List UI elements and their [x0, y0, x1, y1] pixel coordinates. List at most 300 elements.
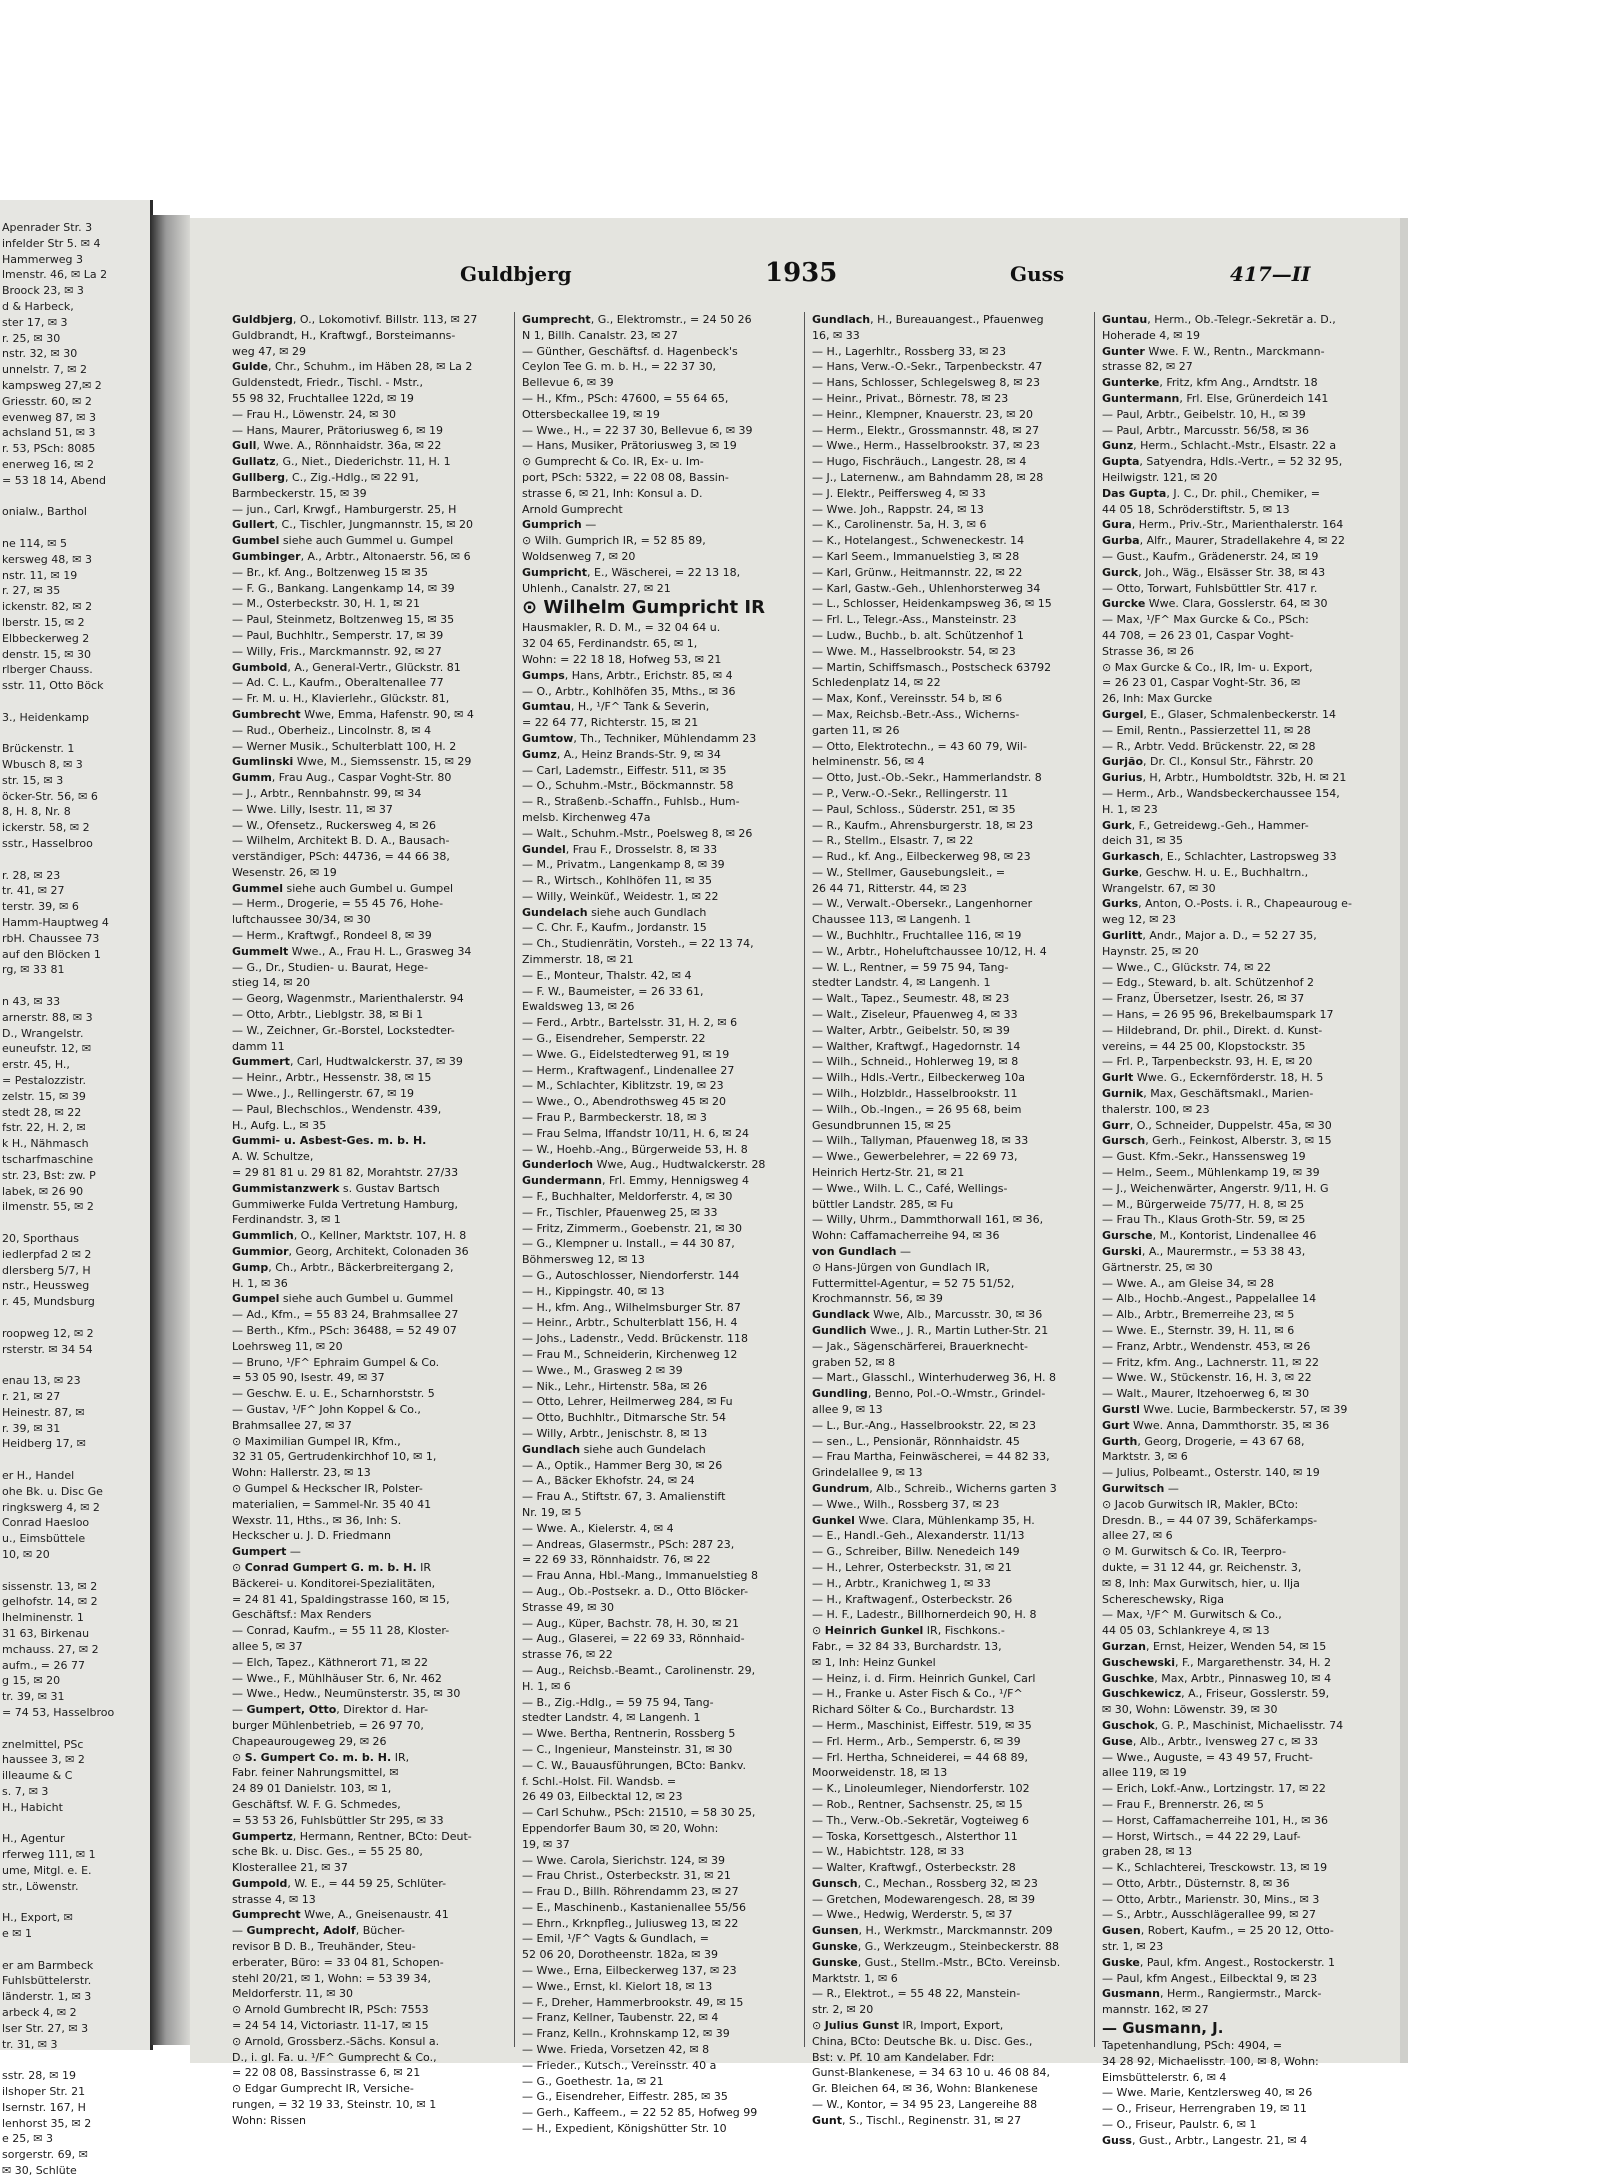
directory-entry-line: Bäckerei- u. Konditorei-Spezialitäten, — [232, 1576, 436, 1590]
entry-name: Gumbold — [232, 660, 288, 674]
book-gutter — [150, 215, 190, 2045]
entry-name: Gumbinger — [232, 549, 301, 563]
directory-entry-line: — Geschw. E. u. E., Scharnhorststr. 5 — [232, 1387, 435, 1401]
directory-entry-line: Gumbel siehe auch Gummel u. Gumpel — [232, 534, 454, 548]
directory-entry-line: — Frau A., Stiftstr. 67, 3. Amalienstift — [522, 1490, 726, 1504]
directory-entry-line: — Herm., Drogerie, = 55 45 76, Hohe- — [232, 897, 444, 911]
adjacent-page-line — [2, 1894, 146, 1910]
entry-name: Gurwitsch — [1102, 1481, 1165, 1495]
directory-entry-line: Gurth, Georg, Drogerie, = 43 67 68, — [1102, 1434, 1305, 1448]
entry-name: Gumpel — [232, 1292, 280, 1306]
directory-entry-line: allee 5, ✉ 37 — [232, 1639, 303, 1653]
directory-entry-line: 44 708, = 26 23 01, Caspar Voght- — [1102, 628, 1294, 642]
directory-entry-line: stieg 14, ✉ 20 — [232, 976, 311, 990]
directory-entry-line: ⊙ Arnold, Grossberz.-Sächs. Konsul a. — [232, 2034, 440, 2048]
directory-entry-line: — Aug., Küper, Bachstr. 78, H. 30, ✉ 21 — [522, 1616, 739, 1630]
page-header — [230, 258, 1380, 298]
directory-entry-line: — C. W., Bauausführungen, BCto: Bankv. — [522, 1758, 747, 1772]
directory-entry-line: — Wwe., F., Mühlhäuser Str. 6, Nr. 462 — [232, 1671, 442, 1685]
directory-entry-line: ⊙ Conrad Gumpert G. m. b. H. IR — [232, 1560, 432, 1574]
directory-entry-line: — Max, Konf., Vereinsstr. 54 b, ✉ 6 — [812, 692, 1003, 706]
adjacent-page-line: er H., Handel — [2, 1468, 75, 1482]
adjacent-page-line: Brückenstr. 1 — [2, 742, 75, 756]
entry-name: Gundling — [812, 1387, 868, 1401]
directory-entry-line: — Ehrn., Krknpfleg., Juliusweg 13, ✉ 22 — [522, 1916, 739, 1930]
directory-entry-line: Gurius, H, Arbtr., Humboldtstr. 32b, H. ✉ 21 — [1102, 771, 1347, 785]
directory-entry-line: allee 119, ✉ 19 — [1102, 1766, 1187, 1780]
directory-entry-line: Barmbeckerstr. 15, ✉ 39 — [232, 486, 367, 500]
directory-entry-line: — G., Dr., Studien- u. Baurat, Hege- — [232, 960, 429, 974]
directory-entry-line: Gumlinski Wwe, M., Siemssenstr. 15, ✉ 29 — [232, 755, 472, 769]
entry-name: Das Gupta — [1102, 486, 1167, 500]
entry-name: Gunske — [812, 1955, 858, 1969]
directory-entry-line: Gumz, A., Heinz Brands-Str. 9, ✉ 34 — [522, 747, 721, 761]
directory-entry-line: — Julius, Polbeamt., Osterstr. 140, ✉ 19 — [1102, 1466, 1320, 1480]
directory-entry-line: — Ch., Studienrätin, Vorsteh., = 22 13 74, — [522, 937, 754, 951]
entry-name: Gunt — [812, 2113, 842, 2127]
directory-entry-line: — Frl. Herm., Arb., Semperstr. 6, ✉ 39 — [812, 1734, 1021, 1748]
entry-name: Gurba — [1102, 534, 1140, 548]
directory-entry-line: Gurcke Wwe. Clara, Gosslerstr. 64, ✉ 30 — [1102, 597, 1328, 611]
entry-name: Gundlach — [522, 1442, 581, 1456]
directory-entry-line: — E., Handl.-Geh., Alexanderstr. 11/13 — [812, 1529, 1025, 1543]
directory-entry-line: Bst: v. Pf. 10 am Kandelaber. Fdr: — [812, 2050, 995, 2064]
directory-entry-line: — Paul, Arbtr., Geibelstr. 10, H., ✉ 39 — [1102, 407, 1306, 421]
entry-name: Gurck — [1102, 565, 1139, 579]
adjacent-page-line: e 25, ✉ 3 — [2, 2132, 53, 2146]
directory-entry-line: — Otto, Arbtr., Lieblgstr. 38, ✉ Bi 1 — [232, 1008, 424, 1022]
adjacent-page-line: denstr. 15, ✉ 30 — [2, 647, 91, 661]
adjacent-page-line: sstr. 11, Otto Böck — [2, 679, 104, 693]
directory-entry-line: — Karl, Gastw.-Geh., Uhlenhorsterweg 34 — [812, 581, 1041, 595]
entry-name: Guntau — [1102, 313, 1148, 326]
directory-entry-line: dukte, = 31 12 44, gr. Reichenstr. 3, — [1102, 1560, 1302, 1574]
directory-entry-line: Gumbinger, A., Arbtr., Altonaerstr. 56, ✉ 6 — [232, 549, 471, 563]
entry-name: Gummi- u. Asbest-Ges. m. b. H. — [232, 1134, 427, 1148]
directory-entry-line: = 29 81 81 u. 29 81 82, Morahtstr. 27/33 — [232, 1166, 459, 1180]
directory-entry-line: — Paul, Steinmetz, Boltzenweg 15, ✉ 35 — [232, 613, 455, 627]
directory-entry-line: — Wwe. Bertha, Rentnerin, Rossberg 5 — [522, 1727, 736, 1741]
directory-entry-line: Gumpel siehe auch Gumbel u. Gummel — [232, 1292, 454, 1306]
directory-entry-line: — Toska, Korsettgesch., Alsterthor 11 — [812, 1829, 1018, 1843]
directory-entry-line: = 22 08 08, Bassinstrasse 6, ✉ 21 — [232, 2066, 421, 2080]
directory-entry-line: — Willy, Fris., Marckmannstr. 92, ✉ 27 — [232, 644, 442, 658]
adjacent-page-line: rbH. Chaussee 73 — [2, 931, 100, 945]
directory-entry-line: — G., Schreiber, Billw. Nenedeich 149 — [812, 1545, 1020, 1559]
directory-entry-line: — Frl. Hertha, Schneiderei, = 44 68 89, — [812, 1750, 1029, 1764]
directory-entry-line: Gurlt Wwe. G., Eckernförderstr. 18, H. 5 — [1102, 1071, 1324, 1085]
adjacent-page-line: auf den Blöcken 1 — [2, 947, 101, 961]
directory-entry-line: — Wilh., Ob.-Ingen., = 26 95 68, beim — [812, 1102, 1022, 1116]
adjacent-page-line: länderstr. 1, ✉ 3 — [2, 1990, 92, 2004]
directory-entry-line: — H., Franke u. Aster Fisch & Co., ¹/F^ — [812, 1687, 1023, 1701]
directory-entry-line: 26, Inh: Max Gurcke — [1102, 692, 1213, 706]
directory-entry-line: — Heinr., Arbtr., Hessenstr. 38, ✉ 15 — [232, 1071, 432, 1085]
directory-entry-line: Böhmersweg 12, ✉ 13 — [522, 1253, 645, 1267]
directory-entry-line: — Rud., Oberheiz., Lincolnstr. 8, ✉ 4 — [232, 723, 432, 737]
entry-name: Gummert — [232, 1055, 290, 1069]
directory-entry-line: — Th., Verw.-Ob.-Sekretär, Vogteiweg 6 — [812, 1813, 1030, 1827]
entry-name: Gurgel — [1102, 707, 1144, 721]
entry-name: Gunz — [1102, 439, 1134, 453]
adjacent-page-line: fstr. 22, H. 2, ✉ — [2, 1121, 86, 1135]
directory-entry-line: Gurwitsch — — [1102, 1481, 1179, 1495]
directory-entry-line: — A., Optik., Hammer Berg 30, ✉ 26 — [522, 1458, 723, 1472]
directory-entry-line: Guse, Alb., Arbtr., Ivensweg 27 c, ✉ 33 — [1102, 1734, 1318, 1748]
entry-name: Gurlt — [1102, 1071, 1134, 1085]
directory-entry-line: Gullatz, G., Niet., Diederichstr. 11, H. 1 — [232, 455, 451, 469]
adjacent-page-line: tr. 39, ✉ 31 — [2, 1690, 65, 1704]
directory-entry-line: Nr. 19, ✉ 5 — [522, 1505, 582, 1519]
adjacent-page-line: str. 15, ✉ 3 — [2, 773, 64, 787]
adjacent-page-line: dlersberg 5/7, H — [2, 1263, 91, 1277]
directory-entry-line: — Edg., Steward, b. alt. Schützenhof 2 — [1102, 976, 1314, 990]
adjacent-page-line: = 74 53, Hasselbroo — [2, 1705, 115, 1719]
directory-entry-line: Gundrum, Alb., Schreib., Wicherns garten 3 — [812, 1481, 1057, 1495]
directory-entry-line: — Fr. M. u. H., Klavierlehr., Glückstr. 81, — [232, 692, 450, 706]
directory-entry-line: Eimsbüttelerstr. 6, ✉ 4 — [1102, 2070, 1227, 2084]
entry-name: Gurke — [1102, 865, 1139, 879]
directory-entry-line: — Frl. L., Telegr.-Ass., Mansteinstr. 23 — [812, 613, 1017, 627]
directory-entry-line: Strasse 36, ✉ 26 — [1102, 644, 1194, 658]
directory-entry-line: — jun., Carl, Krwgf., Hamburgerstr. 25, H — [232, 502, 457, 516]
directory-entry-line: ⊙ Wilhelm Gumpricht IR — [522, 597, 765, 619]
directory-entry-line: — H., Expedient, Königshütter Str. 10 — [522, 2122, 727, 2136]
adjacent-page-line — [2, 726, 146, 742]
directory-entry-line: strasse 76, ✉ 22 — [522, 1648, 613, 1662]
directory-entry-line: Grindelallee 9, ✉ 13 — [812, 1466, 923, 1480]
adjacent-page-line — [2, 1310, 146, 1326]
directory-entry-line: — Ludw., Buchb., b. alt. Schützenhof 1 — [812, 628, 1024, 642]
directory-entry-line: — C. Chr. F., Kaufm., Jordanstr. 15 — [522, 921, 707, 935]
directory-entry-line: — Hans, Schlosser, Schlegelsweg 8, ✉ 23 — [812, 376, 1041, 390]
directory-entry-line: thalerstr. 100, ✉ 23 — [1102, 1102, 1210, 1116]
directory-entry-line: — Wwe., Herm., Hasselbrookstr. 37, ✉ 23 — [812, 439, 1040, 453]
entry-name: Gura — [1102, 518, 1132, 532]
directory-entry-line: Gunsen, H., Werkmstr., Marckmannstr. 209 — [812, 1924, 1053, 1938]
directory-entry-line: Richard Sölter & Co., Burchardstr. 13 — [812, 1703, 1015, 1717]
directory-entry-line: — H., Kraftwagenf., Osterbeckstr. 26 — [812, 1592, 1013, 1606]
directory-entry-line: Gundelach siehe auch Gundlach — [522, 905, 707, 919]
adjacent-page-line: r. 53, PSch: 8085 — [2, 442, 96, 456]
directory-entry-line: — E., Maschinenb., Kastanienallee 55/56 — [522, 1900, 747, 1914]
adjacent-page-line: n 43, ✉ 33 — [2, 995, 61, 1009]
directory-entry-line: — Herm., Kraftwgf., Rondeel 8, ✉ 39 — [232, 929, 432, 943]
directory-entry-line: — Gumprecht, Adolf, Bücher- — [232, 1924, 405, 1938]
directory-entry-line: — Max, ¹/F^ Max Gurcke & Co., PSch: — [1102, 613, 1309, 627]
directory-entry-line: Gummlich, O., Kellner, Marktstr. 107, H. 8 — [232, 1229, 467, 1243]
directory-entry-line: Gunz, Herm., Schlacht.-Mstr., Elsastr. 22 a — [1102, 439, 1337, 453]
directory-entry-line: Hausmakler, R. D. M., = 32 04 64 u. — [522, 621, 721, 635]
entry-name: Gumprecht, Adolf — [246, 1924, 356, 1938]
directory-entry-line: Gura, Herm., Priv.-Str., Marienthalerstr. 164 — [1102, 518, 1344, 532]
adjacent-page-line: 3., Heidenkamp — [2, 710, 89, 724]
directory-entry-line: Gundlack Wwe, Alb., Marcusstr. 30, ✉ 36 — [812, 1308, 1043, 1322]
directory-entry-line: — G., Klempner u. Install., = 44 30 87, — [522, 1237, 735, 1251]
directory-entry-line: Gurski, A., Maurermstr., = 53 38 43, — [1102, 1245, 1306, 1259]
entry-name: Gunsen — [812, 1924, 859, 1938]
adjacent-page-line: enerweg 16, ✉ 2 — [2, 457, 94, 471]
directory-entry-line: — R., Stellm., Elsastr. 7, ✉ 22 — [812, 834, 974, 848]
directory-entry-line: Chaussee 113, ✉ Langenh. 1 — [812, 913, 972, 927]
entry-name: Guschke — [1102, 1671, 1155, 1685]
directory-entry-line: = 24 54 14, Victoriastr. 11-17, ✉ 15 — [232, 2019, 429, 2033]
directory-entry-line: — Wwe. G., Eidelstedterweg 91, ✉ 19 — [522, 1047, 730, 1061]
adjacent-page-line: aufm., = 26 77 — [2, 1658, 85, 1672]
directory-entry-line: strasse 6, ✉ 21, Inh: Konsul a. D. — [522, 486, 703, 500]
directory-entry-line: vereins, = 44 25 00, Klopstockstr. 35 — [1102, 1039, 1306, 1053]
directory-entry-line: — F., Buchhalter, Meldorferstr. 4, ✉ 30 — [522, 1190, 733, 1204]
adjacent-page-line: Heinestr. 87, ✉ — [2, 1405, 85, 1419]
adjacent-page-line: lenhorst 35, ✉ 2 — [2, 2116, 92, 2130]
entry-name: Gummlich — [232, 1229, 294, 1243]
directory-entry-line: Gump, Ch., Arbtr., Bäckerbreitergang 2, — [232, 1260, 454, 1274]
adjacent-page-line: tscharfmaschine — [2, 1153, 94, 1167]
adjacent-page-line: zelstr. 15, ✉ 39 — [2, 1089, 86, 1103]
header-year: 1935 — [765, 258, 838, 288]
directory-entry-line: Ewaldsweg 13, ✉ 26 — [522, 1000, 635, 1014]
directory-entry-line: — Walther, Kraftwgf., Hagedornstr. 14 — [812, 1039, 1021, 1053]
directory-entry-line: — Wwe., Hedw., Neumünsterstr. 35, ✉ 30 — [232, 1687, 461, 1701]
adjacent-page-line: ilshoper Str. 21 — [2, 2085, 86, 2099]
directory-entry-line: Dresdn. B., = 44 07 39, Schäferkamps- — [1102, 1513, 1318, 1527]
directory-entry-line: Gurjão, Dr. Cl., Konsul Str., Fährstr. 20 — [1102, 755, 1314, 769]
directory-entry-line: Gusmann, Herm., Rangiermstr., Marck- — [1102, 1987, 1322, 2001]
directory-entry-line: — Walter, Arbtr., Geibelstr. 50, ✉ 39 — [812, 1023, 1010, 1037]
directory-entry-line: Guntau, Herm., Ob.-Telegr.-Sekretär a. D., — [1102, 313, 1336, 326]
directory-entry-line: Das Gupta, J. C., Dr. phil., Chemiker, = — [1102, 486, 1320, 500]
directory-entry-line: — W., Zeichner, Gr.-Borstel, Lockstedter- — [232, 1023, 455, 1037]
directory-entry-line: Gurck, Joh., Wäg., Elsässer Str. 38, ✉ 43 — [1102, 565, 1326, 579]
adjacent-page-line — [2, 1215, 146, 1231]
directory-entry-line: ⊙ Edgar Gumprecht IR, Versiche- — [232, 2082, 414, 2096]
directory-entry-line: — H., Lagerhltr., Rossberg 33, ✉ 23 — [812, 344, 1006, 358]
directory-entry-line: — Wwe., Erna, Eilbeckerweg 137, ✉ 23 — [522, 1964, 737, 1978]
directory-entry-line: büttler Landstr. 285, ✉ Fu — [812, 1197, 954, 1211]
directory-entry-line: A. W. Schultze, — [232, 1150, 314, 1164]
entry-name: Gundermann — [522, 1174, 602, 1188]
directory-entry-line: str. 1, ✉ 23 — [1102, 1940, 1164, 1954]
directory-entry-line: — W., Verwalt.-Obersekr., Langenhorner — [812, 897, 1033, 911]
entry-name: Gundel — [522, 842, 566, 856]
directory-entry-line: ⊙ S. Gumpert Co. m. b. H. IR, — [232, 1750, 410, 1764]
directory-entry-line: — Paul, Buchhltr., Semperstr. 17, ✉ 39 — [232, 628, 444, 642]
adjacent-page-line: e ✉ 1 — [2, 1927, 32, 1941]
directory-entry-line: — Wwe., M., Grasweg 2 ✉ 39 — [522, 1363, 683, 1377]
directory-entry-line: Gumprecht Wwe, A., Gneisenaustr. 41 — [232, 1908, 449, 1922]
adjacent-page-line: 31 63, Birkenau — [2, 1626, 90, 1640]
directory-entry-line: — Jak., Sägenschärferei, Brauerknecht- — [812, 1339, 1029, 1353]
directory-entry-line: — Franz, Arbtr., Wendenstr. 453, ✉ 26 — [1102, 1339, 1311, 1353]
directory-entry-line: ⊙ Jacob Gurwitsch IR, Makler, BCto: — [1102, 1497, 1299, 1511]
adjacent-page-line — [2, 520, 146, 536]
adjacent-page-line: 10, ✉ 20 — [2, 1547, 50, 1561]
directory-entry-line: melsb. Kirchenweg 47a — [522, 810, 651, 824]
directory-entry-line: — Otto, Buchhltr., Ditmarsche Str. 54 — [522, 1411, 727, 1425]
directory-entry-line: — Wwe., J., Rellingerstr. 67, ✉ 19 — [232, 1087, 414, 1101]
directory-entry-line: Gurnik, Max, Geschäftsmakl., Marien- — [1102, 1087, 1314, 1101]
adjacent-page-line: labek, ✉ 26 90 — [2, 1184, 84, 1198]
directory-entry-line: — Gumpert, Otto, Direktor d. Har- — [232, 1703, 429, 1717]
directory-entry-line: port, PSch: 5322, = 22 08 08, Bassin- — [522, 470, 729, 484]
directory-entry-line: Gumpricht, E., Wäscherei, = 22 13 18, — [522, 565, 741, 579]
directory-entry-line: — G., Goethestr. 1a, ✉ 21 — [522, 2074, 664, 2088]
directory-entry-line: Wrangelstr. 67, ✉ 30 — [1102, 881, 1216, 895]
adjacent-page-line: nstr. 32, ✉ 30 — [2, 347, 78, 361]
adjacent-page-line — [2, 1357, 146, 1373]
directory-entry-line: ⊙ Julius Gunst IR, Import, Export, — [812, 2019, 1004, 2033]
adjacent-page-line — [2, 694, 146, 710]
page-edge — [1400, 218, 1408, 2063]
directory-entry-line: Guschkewicz, A., Friseur, Gosslerstr. 59, — [1102, 1687, 1330, 1701]
directory-entry-line: Fabr., = 32 84 33, Burchardstr. 13, — [812, 1639, 1002, 1653]
directory-entry-line: Gurkasch, E., Schlachter, Lastropsweg 33 — [1102, 850, 1337, 864]
directory-entry-line: = 26 23 01, Caspar Voght-Str. 36, ✉ — [1102, 676, 1301, 690]
entry-name: Gump — [232, 1260, 269, 1274]
adjacent-page-line: Broock 23, ✉ 3 — [2, 284, 84, 298]
directory-entry-line: Ferdinandstr. 3, ✉ 1 — [232, 1213, 341, 1227]
directory-entry-line: — Helm., Seem., Mühlenkamp 19, ✉ 39 — [1102, 1166, 1320, 1180]
adjacent-page-line: kampsweg 27,✉ 2 — [2, 378, 102, 392]
entry-name: Gunsch — [812, 1876, 858, 1890]
directory-entry-line: — Hans, Musiker, Prätoriusweg 3, ✉ 19 — [522, 439, 737, 453]
adjacent-page-line: = 53 18 14, Abend — [2, 473, 106, 487]
directory-entry-line: Gumbrecht Wwe, Emma, Hafenstr. 90, ✉ 4 — [232, 707, 474, 721]
entry-name: Gunterke — [1102, 376, 1160, 390]
directory-entry-line: — B., Zig.-Hdlg., = 59 75 94, Tang- — [522, 1695, 714, 1709]
directory-entry-line: Gurk, F., Getreidewg.-Geh., Hammer- — [1102, 818, 1309, 832]
adjacent-page-line: achsland 51, ✉ 3 — [2, 426, 96, 440]
directory-entry-line: — Horst, Caffamacherreihe 101, H., ✉ 36 — [1102, 1813, 1328, 1827]
directory-entry-line: — Karl Seem., Immanuelstieg 3, ✉ 28 — [812, 549, 1020, 563]
directory-entry-line: Ceylon Tee G. m. b. H., = 22 37 30, — [522, 360, 717, 374]
directory-entry-line: — Fritz, kfm. Ang., Lachnerstr. 11, ✉ 22 — [1102, 1355, 1320, 1369]
directory-entry-line: strasse 82, ✉ 27 — [1102, 360, 1193, 374]
directory-entry-line: — Frau D., Billh. Röhrendamm 23, ✉ 27 — [522, 1885, 739, 1899]
directory-entry-line: ⊙ Hans-Jürgen von Gundlach IR, — [812, 1260, 990, 1274]
adjacent-page-line: nstr., Heussweg — [2, 1279, 90, 1293]
directory-entry-line: — Gust., Kaufm., Grädenerstr. 24, ✉ 19 — [1102, 549, 1319, 563]
directory-entry-line: — Otto, Lehrer, Heilmerweg 284, ✉ Fu — [522, 1395, 733, 1409]
directory-entry-line: Bellevue 6, ✉ 39 — [522, 376, 614, 390]
directory-entry-line: Gärtnerstr. 25, ✉ 30 — [1102, 1260, 1213, 1274]
directory-entry-line: — Walter, Kraftwgf., Osterbeckstr. 28 — [812, 1861, 1016, 1875]
entry-name: Gundlack — [812, 1308, 870, 1322]
directory-entry-line: — Otto, Just.-Ob.-Sekr., Hammerlandstr. 8 — [812, 771, 1042, 785]
entry-name: Gumm — [232, 771, 272, 785]
directory-entry-line: — H., Lehrer, Osterbeckstr. 31, ✉ 21 — [812, 1560, 1012, 1574]
directory-entry-line: — Frau F., Brennerstr. 26, ✉ 5 — [1102, 1797, 1264, 1811]
directory-entry-line: — H., Kfm., PSch: 47600, = 55 64 65, — [522, 391, 729, 405]
directory-entry-line: Wesenstr. 26, ✉ 19 — [232, 865, 337, 879]
directory-entry-line: ⊙ M. Gurwitsch & Co. IR, Teerpro- — [1102, 1545, 1287, 1559]
adjacent-page-line: k H., Nähmasch — [2, 1137, 89, 1151]
directory-entry-line: — Walt., Schuhm.-Mstr., Poelsweg 8, ✉ 26 — [522, 826, 753, 840]
directory-entry-line: Gursch, Gerh., Feinkost, Alberstr. 3, ✉ 15 — [1102, 1134, 1332, 1148]
directory-entry-line: — Hans, = 26 95 96, Brekelbaumspark 17 — [1102, 1008, 1334, 1022]
directory-entry-line: Haynstr. 25, ✉ 20 — [1102, 944, 1199, 958]
directory-entry-line: — J., Weichenwärter, Angerstr. 9/11, H. G — [1102, 1181, 1329, 1195]
entry-name: Gulde — [232, 360, 268, 374]
directory-entry-line: f. Schl.-Holst. Fil. Wandsb. = — [522, 1774, 677, 1788]
directory-entry-line: — Frau M., Schneiderin, Kirchenweg 12 — [522, 1348, 738, 1361]
entry-name: von Gundlach — [812, 1245, 897, 1259]
directory-entry-line: Gumps, Hans, Arbtr., Erichstr. 85, ✉ 4 — [522, 668, 733, 682]
directory-entry-line: — Johs., Ladenstr., Vedd. Brückenstr. 118 — [522, 1332, 749, 1346]
directory-entry-line: stedter Landstr. 4, ✉ Langenh. 1 — [812, 976, 991, 990]
adjacent-page-line: = Pestalozzistr. — [2, 1074, 86, 1088]
adjacent-page-line — [2, 2052, 146, 2068]
directory-entry-line: Wohn: = 22 18 18, Hofweg 53, ✉ 21 — [522, 652, 722, 666]
directory-entry-line: sche Bk. u. Disc. Ges., = 55 25 80, — [232, 1845, 423, 1859]
directory-entry-line: Guske, Paul, kfm. Angest., Rostockerstr. 1 — [1102, 1955, 1336, 1969]
directory-entry-line: Futtermittel-Agentur, = 52 75 51/52, — [812, 1276, 1015, 1290]
adjacent-page-line: g 15, ✉ 20 — [2, 1674, 61, 1688]
adjacent-page-line: evenweg 87, ✉ 3 — [2, 410, 96, 424]
adjacent-page-line: Hamm-Hauptweg 4 — [2, 916, 109, 930]
directory-entry-line: — Wilh., Holzbldr., Hasselbrookstr. 11 — [812, 1087, 1018, 1101]
directory-entry-line: ⊙ Gumprecht & Co. IR, Ex- u. Im- — [522, 455, 704, 469]
directory-entry-line: Hoherade 4, ✉ 19 — [1102, 328, 1200, 342]
directory-entry-line: Gumbold, A., General-Vertr., Glückstr. 81 — [232, 660, 461, 674]
directory-entry-line: Gr. Bleichen 64, ✉ 36, Wohn: Blankenese — [812, 2082, 1038, 2096]
directory-entry-line: burger Mühlenbetrieb, = 26 97 70, — [232, 1718, 424, 1732]
adjacent-page-line: r. 21, ✉ 27 — [2, 1389, 61, 1403]
directory-entry-line: — R., Arbtr. Vedd. Brückenstr. 22, ✉ 28 — [1102, 739, 1316, 753]
directory-entry-line: Fabr. feiner Nahrungsmittel, ✉ — [232, 1766, 399, 1780]
directory-entry-line: — Hans, Maurer, Prätoriusweg 6, ✉ 19 — [232, 423, 443, 437]
directory-entry-line: — Wwe. Lilly, Isestr. 11, ✉ 37 — [232, 802, 393, 816]
directory-entry-line: — Heinr., Privat., Börnestr. 78, ✉ 23 — [812, 391, 1009, 405]
directory-entry-line: Arnold Gumprecht — [522, 502, 623, 516]
directory-entry-line: 19, ✉ 37 — [522, 1837, 570, 1851]
directory-entry-line: Gunst-Blankenese, = 34 63 10 u. 46 08 84, — [812, 2066, 1051, 2080]
directory-entry-line: — W. L., Rentner, = 59 75 94, Tang- — [812, 960, 1009, 974]
directory-entry-line: — Emil, ¹/F^ Vagts & Gundlach, = — [522, 1932, 709, 1946]
directory-entry-line: — Hildebrand, Dr. phil., Direkt. d. Kunst- — [1102, 1023, 1323, 1037]
directory-entry-line: Gummert, Carl, Hudtwalckerstr. 37, ✉ 39 — [232, 1055, 463, 1069]
directory-entry-line: Schledenplatz 14, ✉ 22 — [812, 676, 941, 690]
directory-entry-line: strasse 4, ✉ 13 — [232, 1892, 316, 1906]
directory-entry-line: — J., Laternenw., am Bahndamm 28, ✉ 28 — [812, 470, 1044, 484]
header-right-keyword: Guss — [1010, 262, 1065, 286]
directory-entry-line: — Wwe. W., Stückenstr. 16, H. 3, ✉ 22 — [1102, 1371, 1312, 1385]
adjacent-page-line: d & Harbeck, — [2, 299, 74, 313]
adjacent-page-line: lser Str. 27, ✉ 3 — [2, 2021, 89, 2035]
adjacent-page-line: H., Agentur — [2, 1832, 65, 1846]
directory-entry-line: — Wwe., Wilh. L. C., Café, Wellings- — [812, 1181, 1008, 1195]
entry-name: S. Gumpert Co. m. b. H. — [244, 1750, 392, 1764]
adjacent-page-line: kersweg 48, ✉ 3 — [2, 552, 92, 566]
directory-entry-line: — Gustav, ¹/F^ John Koppel & Co., — [232, 1402, 421, 1416]
directory-entry-line: verständiger, PSch: 44736, = 44 66 38, — [232, 850, 450, 864]
entry-name: Gumpold — [232, 1876, 288, 1890]
adjacent-page-line: roopweg 12, ✉ 2 — [2, 1326, 94, 1340]
directory-entry-line: — F., Dreher, Hammerbrookstr. 49, ✉ 15 — [522, 1995, 744, 2009]
directory-entry-line: Gurr, O., Schneider, Duppelstr. 45a, ✉ 30 — [1102, 1118, 1332, 1132]
directory-entry-line: Gunske, Gust., Stellm.-Mstr., BCto. Vereinsb. — [812, 1955, 1061, 1969]
entry-name: Conrad Gumpert G. m. b. H. — [244, 1560, 417, 1574]
directory-entry-line: — Ad., Kfm., = 55 83 24, Brahmsallee 27 — [232, 1308, 459, 1322]
directory-entry-line: — Paul, Schloss., Süderstr. 251, ✉ 35 — [812, 802, 1016, 816]
directory-entry-line: Brahmsallee 27, ✉ 37 — [232, 1418, 352, 1432]
directory-entry-line: — H., Kippingstr. 40, ✉ 13 — [522, 1284, 665, 1298]
directory-entry-line: = 24 81 41, Spaldingstrasse 160, ✉ 15, — [232, 1592, 450, 1606]
directory-entry-line: mannstr. 162, ✉ 27 — [1102, 2003, 1209, 2017]
adjacent-page-line: onialw., Barthol — [2, 505, 87, 519]
directory-entry-line: — Berth., Kfm., PSch: 36488, = 52 49 07 — [232, 1324, 457, 1337]
directory-entry-line: ⊙ Max Gurcke & Co., IR, Im- u. Export, — [1102, 660, 1313, 674]
